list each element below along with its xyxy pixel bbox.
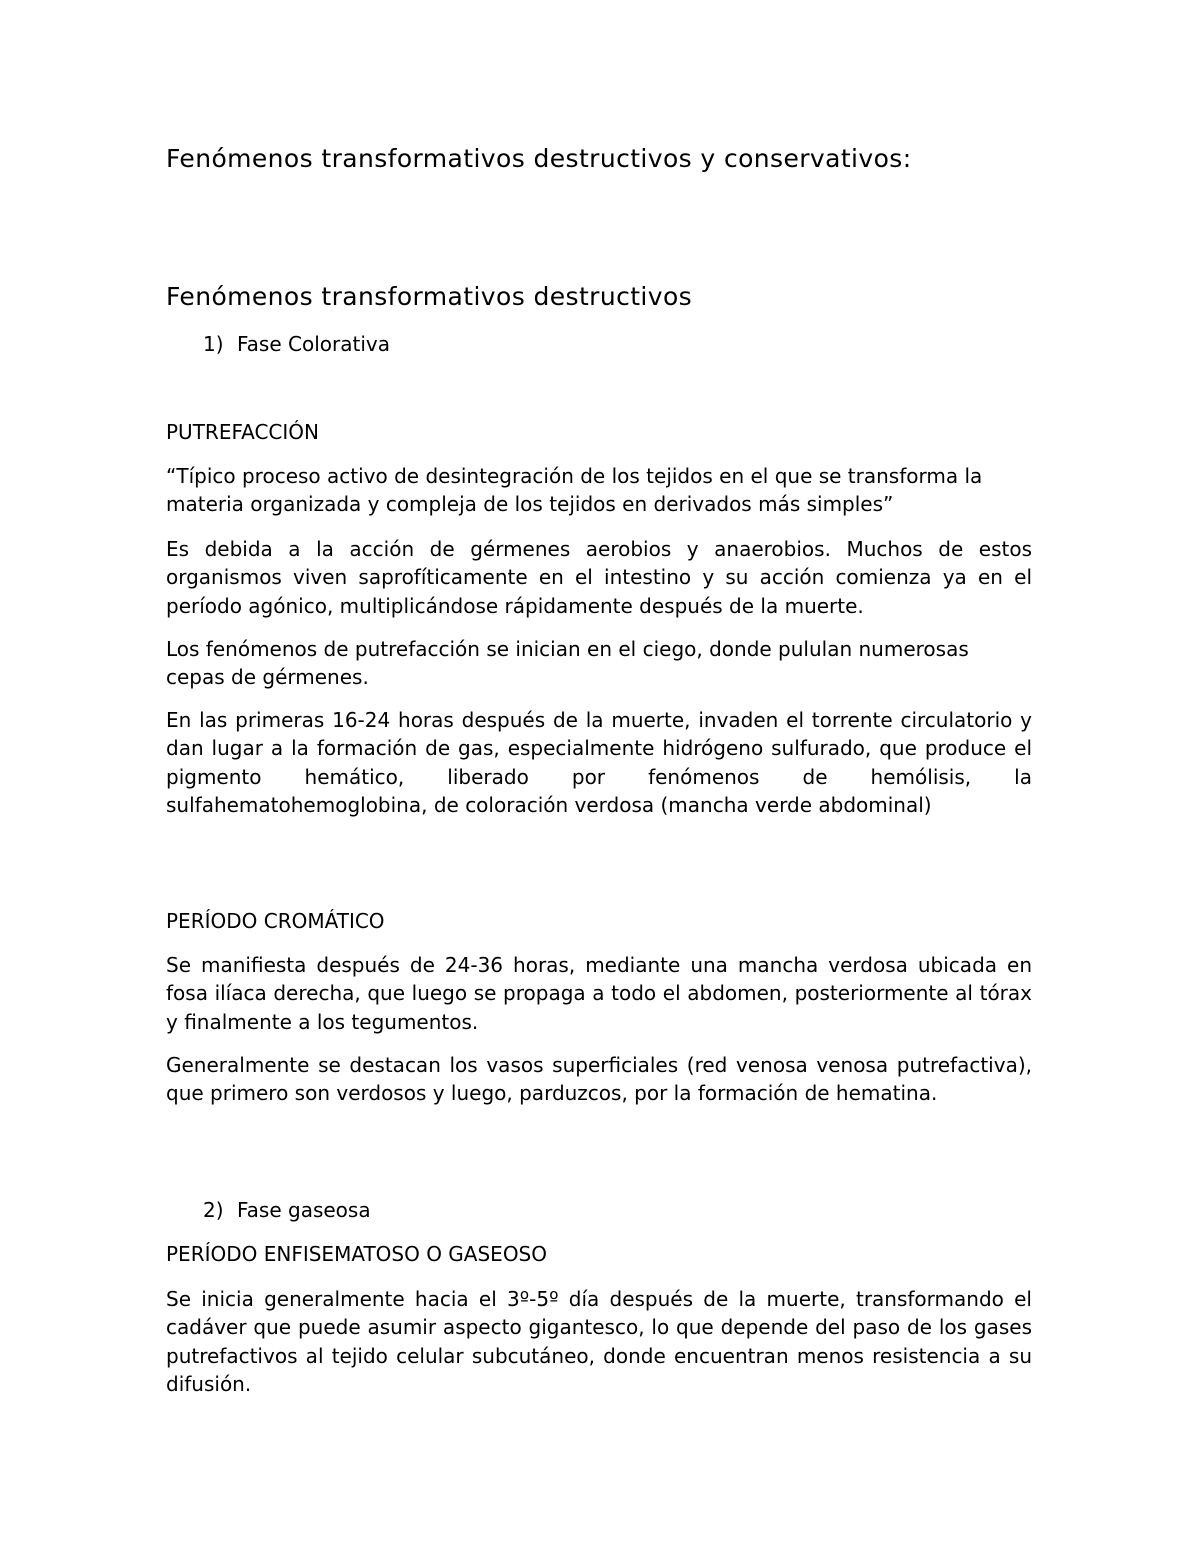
section-title: Fenómenos transformativos destructivos — [166, 282, 693, 311]
periodo-cromatico-paragraph-2: Generalmente se destacan los vasos superficiales (red venosa venosa putrefactiva), que primero son verdosos y luego, parduzcos, por la formación de hematina. — [166, 1053, 1032, 1106]
document-page — [166, 0, 1032, 1553]
phase-2-number: 2) — [203, 1198, 224, 1222]
phase-1-label: Fase Colorativa — [237, 332, 390, 356]
putrefaccion-heading: PUTREFACCIÓN — [166, 420, 319, 444]
periodo-cromatico-paragraph-1: Se manifiesta después de 24-36 horas, mediante una mancha verdosa ubicada en fosa ilíaca derecha, que luego se propaga a todo el abdomen, posteriormente al tórax y finalmente a los tegumentos. — [166, 953, 1032, 1034]
periodo-enfisematoso-paragraph-1: Se inicia generalmente hacia el 3º-5º día después de la muerte, transformando el cadáver que puede asumir aspecto gigantesco, lo que depende del paso de los gases putrefactivos al tejido celular subcutáneo, donde encuentran menos resistencia a su difusión. — [166, 1287, 1032, 1397]
putrefaccion-quote: “Típico proceso activo de desintegración de los tejidos en el que se transforma la materia organizada y compleja de los tejidos en derivados más simples” — [166, 464, 983, 517]
phase-2-item — [203, 1196, 371, 1224]
phase-2-label: Fase gaseosa — [237, 1198, 371, 1222]
phase-1-number: 1) — [203, 332, 224, 356]
periodo-enfisematoso-heading: PERÍODO ENFISEMATOSO O GASEOSO — [166, 1242, 547, 1266]
putrefaccion-paragraph-2: Los fenómenos de putrefacción se inician en el ciego, donde pululan numerosas cepas de gérmenes. — [166, 637, 969, 690]
periodo-cromatico-heading: PERÍODO CROMÁTICO — [166, 909, 385, 933]
putrefaccion-paragraph-1: Es debida a la acción de gérmenes aerobios y anaerobios. Muchos de estos organismos viven saprofíticamente en el intestino y su acción comienza ya en el período agónico, multiplicándose rápidamente después de la muerte. — [166, 537, 1032, 618]
phase-1-item — [203, 330, 390, 358]
document-title: Fenómenos transformativos destructivos y conservativos: — [166, 144, 912, 173]
putrefaccion-paragraph-3: En las primeras 16-24 horas después de la muerte, invaden el torrente circulatorio y dan lugar a la formación de gas, especialmente hidrógeno sulfurado, que produce el pigmento hemático, liberado por fenómenos de hemólisis, la sulfahematohemoglobina, de coloración verdosa (mancha verde abdominal) — [166, 708, 1032, 818]
